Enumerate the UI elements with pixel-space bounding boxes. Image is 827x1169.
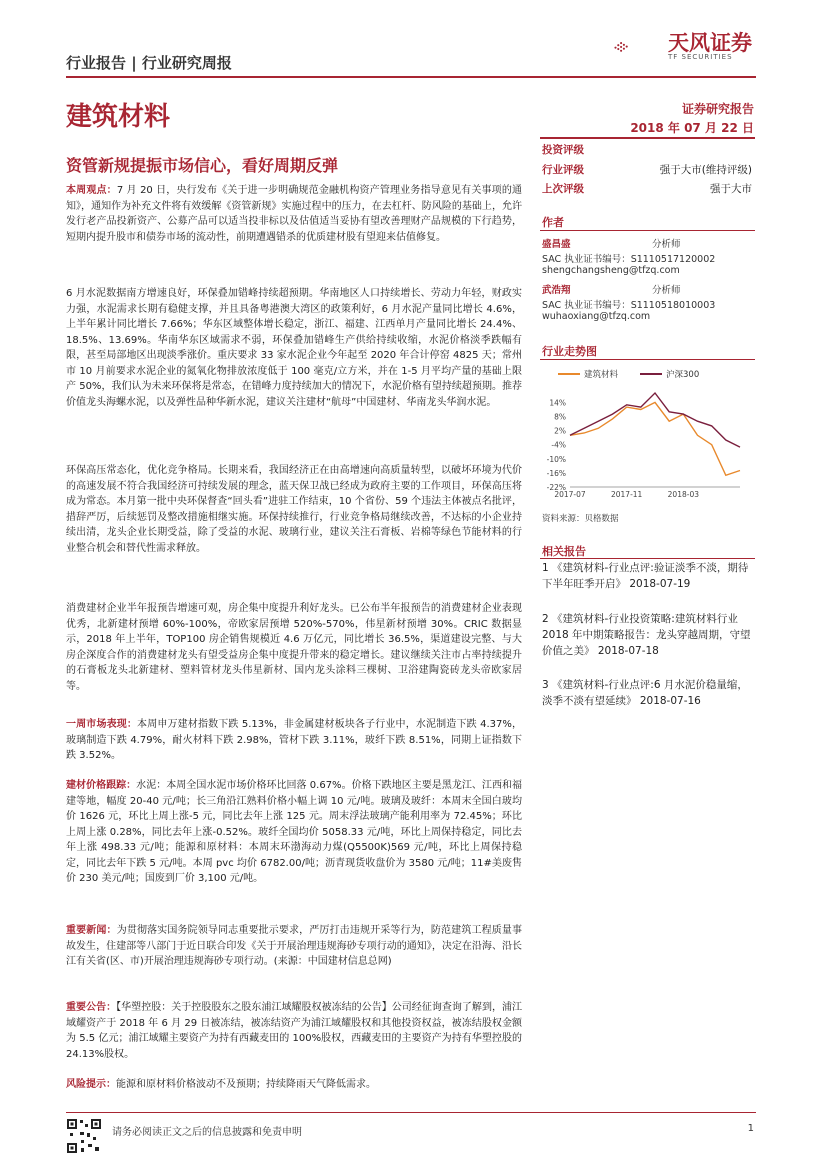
- body-paragraph: 6 月水泥数据南方增速良好，环保叠加错峰持续超预期。华南地区人口持续增长、劳动力年轻，财政实力强，水泥需求长期有稳健支撑，并且具备粤港澳大湾区的政策利好，6 月水泥产量同比增长 4.6%，上半年累计同比增长 7.66%；华东区域整体增长稳定，浙江、福建、江西单月产量同比增长 24.4%、18.5%、13.69%。华南华东区域需求不弱，环保叠加错峰生产供给持续收缩，水泥价格淡季跌幅有限，甚至局部地区出现淡季涨价。重庆要求 33 家水泥企业今年起至 2020 年合计停窑 4825 天；常州市 10 月前要求水泥企业的氮氧化物排放浓度低于 100 毫克/立方米，并在 1-5 月平均产量的基础上限产 50%，我们认为未来环保将是常态，在错峰力度持续加大的情况下，水泥价格有望持续超预期。推荐价值龙头海螺水泥，以及弹性品种华新水泥，建议关注建材“航母”中国建材、华南龙头华润水泥。: [66, 288, 522, 408]
- sector-title: 建筑材料: [66, 102, 171, 132]
- author-cert: SAC 执业证书编号：S1110517120002: [542, 254, 716, 265]
- chart-rule: [540, 359, 755, 360]
- footer-rule: [66, 1112, 756, 1113]
- body-paragraph: 重要公告：【华塑控股：关于控股股东之股东浦江域耀股权被冻结的公告】公司经征询查询了解到，浦江域耀资产于 2018 年 6 月 29 日被冻结，被冻结资产为浦江域耀股权和其他投资权益，被冻结股权金额为 5.5 亿元；浦江域耀主要资产为持有西藏麦田的 100%股权，西藏麦田的主要资产为持有华塑控股的 24.13%股权。: [66, 1002, 523, 1060]
- related-report-item[interactable]: 3 《建筑材料-行业点评:6 月水泥价稳量缩，淡季不淡有望延续》 2018-07-16: [542, 679, 748, 707]
- legend-label: 建筑材料: [584, 370, 619, 380]
- brand-name: 天风证券: [668, 31, 752, 55]
- trend-chart: [540, 365, 755, 505]
- page-number: 1: [747, 1123, 754, 1134]
- qr-code-icon: [66, 1118, 102, 1154]
- y-tick-label: -16%: [546, 468, 566, 478]
- body-paragraph: 风险提示：能源和原材料价格波动不及预期；持续降雨天气降低需求。: [66, 1079, 376, 1090]
- author-name: 盛昌盛: [542, 239, 571, 250]
- industry-rating-value: 强于大市(维持评级): [659, 164, 752, 176]
- y-tick-label: -22%: [546, 483, 566, 492]
- date-rule: [540, 137, 755, 139]
- author-email[interactable]: wuhaoxiang@tfzq.com: [542, 311, 651, 322]
- headline: 资管新规提振市场信心，看好周期反弹: [66, 156, 339, 175]
- rating-title: 投资评级: [542, 144, 584, 156]
- y-tick-label: -10%: [546, 454, 566, 464]
- body-paragraph: 一周市场表现：本周申万建材指数下跌 5.13%，非金属建材板块各子行业中，水泥制造下跌 4.37%，玻璃制造下跌 4.79%，耐火材料下跌 2.98%，管材下跌 3.11%，玻纤下跌 8.51%，同期上证指数下跌 3.52%。: [66, 719, 522, 761]
- legend-label: 沪深300: [666, 370, 700, 380]
- chart-title: 行业走势图: [542, 345, 597, 358]
- x-tick-label: 2018-03: [667, 490, 700, 499]
- prev-rating-label: 上次评级: [542, 183, 584, 195]
- body-paragraph: 本周观点：7 月 20 日，央行发布《关于进一步明确规范金融机构资产管理业务指导意见有关事项的通知》，通知作为补充文件将有效缓解《资管新规》实施过程中的压力，在去杠杆、防风险的基础上，允许发行老产品投新资产、公募产品可以适当投非标以及估值适当妥协有望改善理财产品规模的下行趋势，短期内提升股市和债券市场的流动性，前期遭遇错杀的优质建材股有望迎来估值修复。: [66, 185, 523, 243]
- related-title: 相关报告: [542, 545, 586, 558]
- header-rule: [66, 76, 756, 78]
- y-tick-label: 8%: [554, 412, 566, 422]
- author-email[interactable]: shengchangsheng@tfzq.com: [542, 265, 680, 276]
- chart-source: 资料来源：贝格数据: [542, 514, 619, 524]
- author-cert: SAC 执业证书编号：S1110518010003: [542, 300, 716, 311]
- x-tick-label: 2017-07: [554, 490, 586, 499]
- body-paragraph: 消费建材企业半年报预告增速可观，房企集中度提升利好龙头。已公布半年报预告的消费建材企业表现优秀，北新建材预增 60%-100%，帝欧家居预增 520%-570%，伟星新材预增 30%。CRIC 数据显示，2018 年上半年，TOP100 房企销售规模近 4.6 万亿元，同比增长 36.5%，渠道建设完整、与大房企深度合作的消费建材龙头有望受益房企集中度提升带来的稳定增长。建议继续关注市占率持续提升的石膏板龙头北新建材、塑料管材龙头伟星新材、国内龙头涂料三棵树、卫浴建陶瓷砖龙头帝欧家居等。: [66, 603, 522, 692]
- series-line: [570, 393, 740, 447]
- series-line: [570, 402, 740, 475]
- report-date: 2018 年 07 月 22 日: [630, 121, 754, 135]
- footer-disclaimer[interactable]: 请务必阅读正文之后的信息披露和免责申明: [112, 1127, 302, 1138]
- related-report-item[interactable]: 1 《建筑材料-行业点评:验证淡季不淡，期待下半年旺季开启》 2018-07-19: [542, 562, 749, 590]
- body-paragraph: 环保高压常态化，优化竞争格局。长期来看，我国经济正在由高增速向高质量转型，以破坏环境为代价的高速发展不符合我国经济可持续发展的理念，蓝天保卫战已经成为政府主要的工作项目，环保高压将成为常态。本月第一批中央环保督查“回头看”进驻工作结束，10 个省份、59 个违法主体被点名批评，措辞严厉，后续惩罚及整改措施相继实施。环保持续推行，行业竞争格局继续改善，不达标的小企业持续出清，龙头企业长期受益，除了受益的水泥、玻璃行业，建议关注石膏板、岩棉等绿色节能材料的行业整合机会和替代性需求释放。: [66, 465, 522, 554]
- related-rule: [540, 558, 755, 559]
- brand-name-en: TF SECURITIES: [668, 53, 733, 61]
- y-tick-label: -4%: [551, 440, 566, 450]
- report-type: 证券研究报告: [681, 102, 754, 116]
- authors-rule: [540, 230, 755, 231]
- author-role: 分析师: [652, 239, 681, 250]
- industry-rating-label: 行业评级: [542, 164, 584, 176]
- body-paragraph: 重要新闻：为贯彻落实国务院领导同志重要批示要求，严厉打击违规开采等行为，防范建筑工程质量事故发生，住建部等八部门于近日联合印发《关于开展治理违规海砂专项行动的通知》，决定在沿海、沿长江有关省(区、市)开展治理违规海砂专项行动。(来源：中国建材信息总网): [66, 925, 523, 967]
- body-paragraph: 建材价格跟踪：水泥：本周全国水泥市场价格环比回落 0.67%。价格下跌地区主要是黑龙江、江西和福建等地，幅度 20-40 元/吨；长三角沿江熟料价格小幅上调 10 元/吨。玻璃及玻纤：本周末全国白玻均价 1626 元，环比上周上涨-5 元，同比去年上涨 125 元。周末浮法玻璃产能利用率为 72.45%；环比上周上涨 0.28%，同比去年上涨-0.52%。玻纤全国均价 5058.33 元/吨，环比上周保持稳定，同比去年上涨 498.33 元/吨；能源和原材料：本周末环渤海动力煤(Q5500K)569 元/吨，环比上周保持稳定，同比去年下跌 5 元/吨。本周 pvc 均价 6782.00/吨；沥青现货收盘价为 3580 元/吨；11#美废售价 230 美元/吨；国废到厂价 3,100 元/吨。: [66, 780, 522, 884]
- related-report-item[interactable]: 2 《建筑材料-行业投资策略:建筑材料行业 2018 年中期策略报告：龙头穿越周期，守望价值之美》 2018-07-18: [542, 613, 751, 657]
- author-name: 武浩翔: [542, 285, 571, 296]
- authors-title: 作者: [542, 216, 564, 229]
- author-role: 分析师: [652, 285, 681, 296]
- y-tick-label: 14%: [549, 398, 566, 408]
- prev-rating-value: 强于大市: [710, 183, 752, 195]
- x-tick-label: 2017-11: [610, 490, 643, 499]
- y-tick-label: 2%: [554, 426, 566, 436]
- report-category: 行业报告 | 行业研究周报: [66, 54, 232, 72]
- tf-logo-icon: [612, 25, 668, 71]
